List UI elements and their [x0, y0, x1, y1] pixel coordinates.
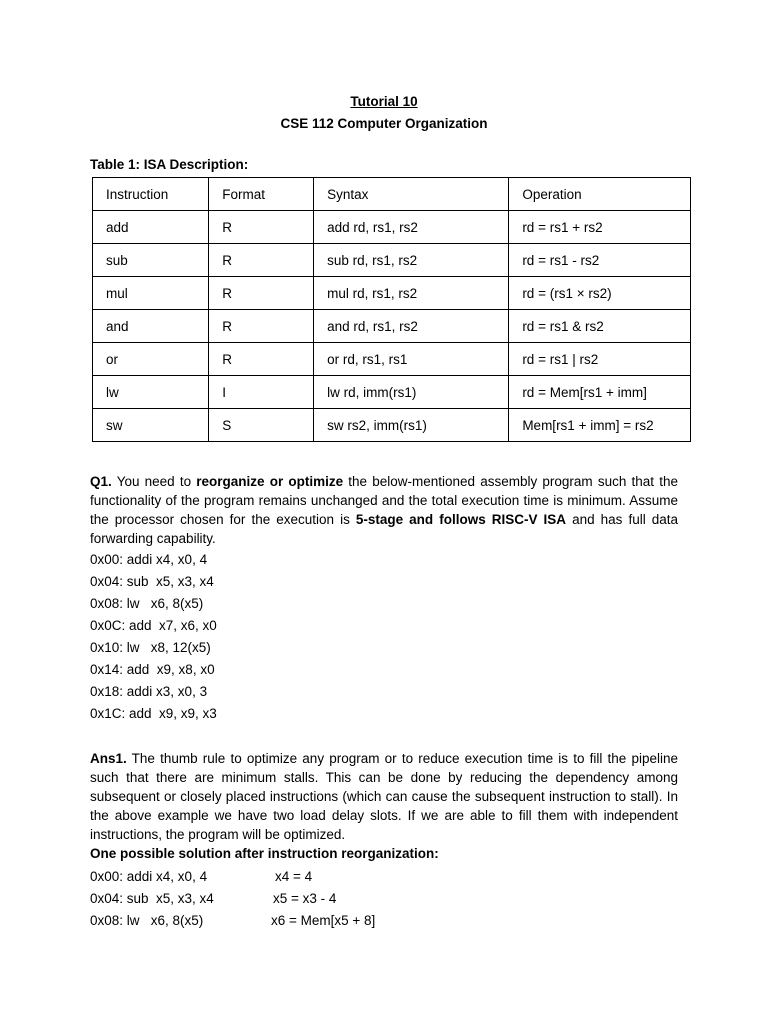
cell-instruction: sw — [93, 409, 209, 442]
cell-operation: rd = rs1 | rs2 — [509, 343, 691, 376]
answer-text: The thumb rule to optimize any program or to reduce execution time is to fill the pipeline such that there are minimum stalls. This can be done by reducing the dependency among subsequent or closely placed instructions (which can cause the subsequent instruction to stall). In the above example we have two load delay slots. If we are able to fill them with independent instructions, the program will be optimized. — [90, 751, 678, 842]
cell-format: R — [209, 211, 314, 244]
question-text-part: and has full data forwarding capability. — [90, 512, 679, 546]
table-row — [93, 343, 691, 376]
question-emphasis: 5-stage and follows RISC-V ISA — [355, 512, 567, 527]
cell-instruction: or — [93, 343, 209, 376]
cell-format: R — [209, 343, 314, 376]
document-subtitle: CSE 112 Computer Organization — [280, 116, 488, 131]
table-row — [93, 211, 691, 244]
cell-instruction: sub — [93, 244, 209, 277]
cell-instruction: mul — [93, 277, 209, 310]
cell-instruction: add — [93, 211, 209, 244]
solution-code-line: 0x08: lw x6, 8(x5) — [90, 913, 204, 928]
answer-1-text — [90, 749, 678, 863]
question-label: Q1. — [90, 474, 112, 489]
cell-operation: Mem[rs1 + imm] = rs2 — [509, 409, 691, 442]
cell-operation: rd = Mem[rs1 + imm] — [509, 376, 691, 409]
table-row — [93, 310, 691, 343]
cell-instruction: lw — [93, 376, 209, 409]
table-row — [93, 409, 691, 442]
question-1-text — [90, 472, 678, 548]
solution-heading: One possible solution after instruction reorganization: — [90, 846, 439, 861]
code-line: 0x08: lw x6, 8(x5) — [90, 596, 204, 611]
cell-syntax: lw rd, imm(rs1) — [314, 376, 509, 409]
cell-syntax: sw rs2, imm(rs1) — [314, 409, 509, 442]
code-line: 0x00: addi x4, x0, 4 — [90, 552, 208, 567]
table-header-row — [93, 178, 691, 211]
cell-syntax: add rd, rs1, rs2 — [314, 211, 509, 244]
table-row — [93, 376, 691, 409]
cell-format: R — [209, 310, 314, 343]
question-text-part: the below-mentioned assembly program such that the functionality of the program remains unchanged and the total execution time is minimum. Assume the processor chosen for the execution is — [90, 474, 678, 527]
solution-code-line: 0x00: addi x4, x0, 4 — [90, 869, 208, 884]
code-line: 0x18: addi x3, x0, 3 — [90, 684, 208, 699]
column-header: Format — [209, 178, 314, 211]
cell-syntax: and rd, rs1, rs2 — [314, 310, 509, 343]
solution-effect: x5 = x3 - 4 — [273, 891, 337, 906]
question-text-part: You need to — [111, 474, 197, 489]
solution-effect: x6 = Mem[x5 + 8] — [271, 913, 376, 928]
cell-format: S — [209, 409, 314, 442]
cell-operation: rd = rs1 - rs2 — [509, 244, 691, 277]
cell-syntax: or rd, rs1, rs1 — [314, 343, 509, 376]
solution-effect: x4 = 4 — [275, 869, 313, 884]
column-header: Syntax — [314, 178, 509, 211]
cell-operation: rd = rs1 & rs2 — [509, 310, 691, 343]
cell-format: R — [209, 277, 314, 310]
cell-format: R — [209, 244, 314, 277]
code-line: 0x1C: add x9, x9, x3 — [90, 706, 217, 721]
code-line: 0x14: add x9, x8, x0 — [90, 662, 215, 677]
code-line: 0x10: lw x8, 12(x5) — [90, 640, 211, 655]
cell-syntax: sub rd, rs1, rs2 — [314, 244, 509, 277]
cell-instruction: and — [93, 310, 209, 343]
table-caption: Table 1: ISA Description: — [90, 157, 249, 172]
column-header: Operation — [509, 178, 691, 211]
code-line: 0x04: sub x5, x3, x4 — [90, 574, 214, 589]
solution-code-line: 0x04: sub x5, x3, x4 — [90, 891, 214, 906]
isa-table — [92, 177, 691, 442]
cell-operation: rd = (rs1 × rs2) — [509, 277, 691, 310]
table-row — [93, 244, 691, 277]
cell-operation: rd = rs1 + rs2 — [509, 211, 691, 244]
column-header: Instruction — [93, 178, 209, 211]
code-line: 0x0C: add x7, x6, x0 — [90, 618, 217, 633]
question-emphasis: reorganize or optimize — [196, 474, 344, 489]
cell-syntax: mul rd, rs1, rs2 — [314, 277, 509, 310]
cell-format: I — [209, 376, 314, 409]
answer-label: Ans1. — [90, 751, 127, 766]
document-title: Tutorial 10 — [350, 94, 418, 109]
table-row — [93, 277, 691, 310]
